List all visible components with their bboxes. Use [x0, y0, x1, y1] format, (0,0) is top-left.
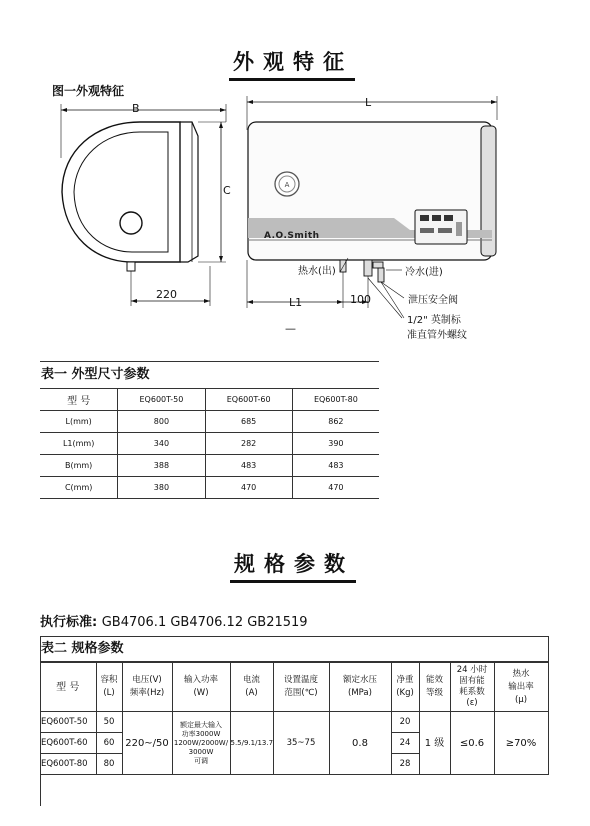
- dimensions-table: [40, 389, 379, 498]
- side-view-drawing: [40, 96, 230, 311]
- table-cell-power: 额定最大输入 功率3000W 1200W/2000W/ 3000W 可调: [172, 712, 230, 775]
- hot-water-label: 热水(出): [298, 266, 336, 277]
- relief-valve-label: 泄压安全阀: [408, 295, 458, 306]
- table-cell-weight: 24: [391, 733, 419, 754]
- table-cell: 800: [118, 411, 205, 433]
- dim-label-220: 220: [156, 288, 177, 301]
- table-cell-weight: 20: [391, 712, 419, 733]
- table-header-cell: EQ600T-50: [118, 389, 205, 411]
- figure-caption: 图一外观特征: [52, 84, 125, 98]
- table-row: [40, 411, 379, 433]
- table-header-cell: 电压(V) 频率(Hz): [122, 663, 172, 712]
- front-view-drawing: [244, 90, 500, 340]
- table-cell-current: 5.5/9.1/13.7: [230, 712, 273, 775]
- table-cell-model: EQ600T-50: [40, 712, 96, 733]
- table-header-cell: 电流 (A): [230, 663, 273, 712]
- table-row: [40, 712, 548, 733]
- standard-values: GB4706.1 GB4706.12 GB21519: [101, 615, 308, 630]
- table-cell: B(mm): [40, 455, 118, 477]
- table-header-cell: 设置温度 范围(℃): [273, 663, 329, 712]
- dim-label-l: L: [365, 96, 372, 109]
- specs-table-caption: 表二 规格参数: [40, 637, 548, 662]
- table-cell-output: ≥70%: [494, 712, 548, 775]
- table-header-row: [40, 663, 548, 712]
- table-cell: 470: [205, 477, 292, 499]
- table-cell-efficiency: 1 级: [419, 712, 450, 775]
- table-cell-model: EQ600T-80: [40, 754, 96, 775]
- table-cell-voltage: 220~/50: [122, 712, 172, 775]
- table-cell: 685: [205, 411, 292, 433]
- table-header-cell: 额定水压 (MPa): [329, 663, 391, 712]
- table-cell: 390: [292, 433, 379, 455]
- figure-dash: —: [285, 322, 296, 335]
- standard-line: [40, 611, 308, 630]
- cold-water-label: 冷水(进): [405, 267, 443, 278]
- svg-text:A: A: [284, 181, 290, 189]
- table-cell: 862: [292, 411, 379, 433]
- table-cell-temp: 35~75: [273, 712, 329, 775]
- table-row: [40, 455, 379, 477]
- table-header-cell: 净重 (Kg): [391, 663, 419, 712]
- specs-table-block: [40, 636, 549, 775]
- table-header-cell: 输入功率 (W): [172, 663, 230, 712]
- table-header-cell: 型 号: [40, 663, 96, 712]
- table-cell-capacity: 50: [96, 712, 122, 733]
- table-header-cell: 能效 等级: [419, 663, 450, 712]
- table-cell-capacity: 60: [96, 733, 122, 754]
- thread-spec-label-1: 1/2" 英制标: [407, 315, 461, 326]
- table-header-cell: 容积 (L): [96, 663, 122, 712]
- table-cell-model: EQ600T-60: [40, 733, 96, 754]
- table-cell: C(mm): [64, 483, 93, 492]
- table-header-cell: EQ600T-80: [292, 389, 379, 411]
- table-header-cell: 热水 输出率 (μ): [494, 663, 548, 712]
- section-title-specs: 规格参数: [230, 548, 356, 583]
- table-cell-pressure: 0.8: [329, 712, 391, 775]
- dim-label-100: 100: [350, 293, 371, 306]
- table-cell-capacity: 80: [96, 754, 122, 775]
- table-cell: 470: [292, 477, 379, 499]
- table-header-cell: EQ600T-60: [205, 389, 292, 411]
- dimensions-table-block: [40, 361, 379, 499]
- table-header-cell: 型 号: [40, 389, 118, 411]
- dim-label-l1: L1: [289, 296, 303, 309]
- section-title-appearance: 外观特征: [229, 46, 355, 81]
- table-cell: 388: [118, 455, 205, 477]
- table-cell: L1(mm): [40, 433, 118, 455]
- table-header-row: [40, 389, 379, 411]
- table-row: [40, 477, 379, 499]
- table-cell: 380: [118, 477, 205, 499]
- dim-label-c: C: [223, 184, 231, 197]
- dimensions-table-caption: 表一 外型尺寸参数: [40, 362, 379, 389]
- table-cell: L(mm): [40, 411, 118, 433]
- table-header-cell: 24 小时 固有能 耗系数 (ε): [450, 663, 494, 712]
- table-row: [40, 433, 379, 455]
- table-cell: 483: [292, 455, 379, 477]
- specs-table: [40, 662, 549, 775]
- thread-spec-label-2: 准直管外螺纹: [407, 330, 467, 341]
- table-cell: 282: [205, 433, 292, 455]
- dim-label-b: B: [132, 102, 140, 115]
- table-cell-weight: 28: [391, 754, 419, 775]
- brand-logo: A.O.Smith: [264, 231, 320, 241]
- table-cell: 340: [118, 433, 205, 455]
- table-left-rule: [40, 636, 41, 806]
- table-cell: 483: [205, 455, 292, 477]
- standard-label: 执行标准:: [40, 615, 98, 630]
- table-cell-consumption: ≤0.6: [450, 712, 494, 775]
